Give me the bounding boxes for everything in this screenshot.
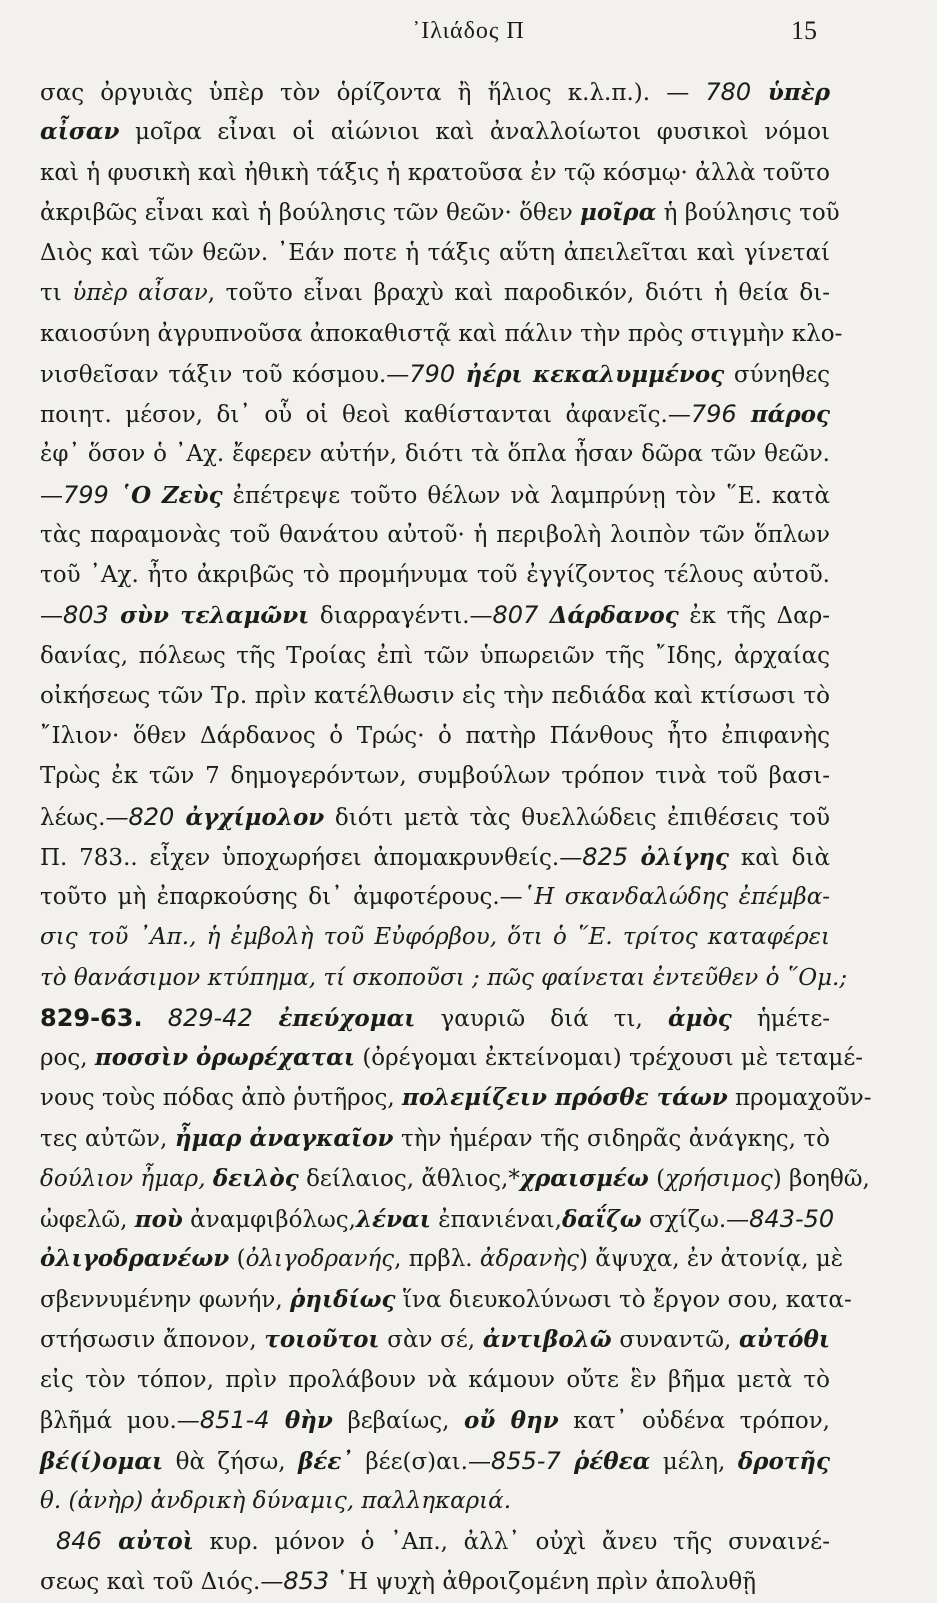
lemma: σὺν τελαμῶνι [108,602,310,630]
italic-text: θ. (ἀνὴρ) ἀνδρικὴ δύναμις, παλληκαριά. [40,1487,512,1514]
lemma: Δάρδανος [538,602,679,630]
text-run: τοῦτο μὴ ἐπαρκούσης δι᾽ ἀμφοτέρους.— [40,884,523,910]
text-run: ἡ βούλησις τοῦ [656,199,840,226]
text-line [40,877,830,917]
text-run: βλῆμά μου.— [40,1408,200,1435]
line-number: 790 [409,359,456,388]
text-run: σύνηθες [724,361,831,388]
text-line [40,354,830,394]
lemma: λέναι [355,1206,431,1233]
text-run: προμαχοῦν- [727,1085,872,1112]
text-line [40,756,830,796]
lemma: ὑπὲρ [751,79,831,106]
lemma: δροτῆς [737,1447,831,1475]
text-line [40,1038,864,1078]
lemma: αἶσαν [40,118,120,146]
text-line [40,153,830,193]
text-run: — [40,482,63,509]
lemma: ῥηιδίως [290,1285,396,1313]
text-line [40,394,830,434]
lemma: αὐτοὶ [101,1528,194,1555]
text-run: σχίζω.— [641,1207,750,1233]
text-run: Π. 783.. εἶχεν ὑποχωρήσει ἀπομακρυνθείς.— [40,844,583,871]
text-line [40,958,848,998]
text-run: κατ᾽ οὐδένα τρόπον, [558,1408,830,1435]
commentary-text [40,72,872,1602]
text-run: ἐπέτρεψε τοῦτο θέλων νὰ λαμπρύνῃ τὸν ῞Ε. κατὰ [222,482,830,509]
line-number: 825 [582,842,629,871]
text-line [40,1320,830,1360]
text-run: ( [648,1165,666,1192]
text-run: στήσωσιν ἄπονον, [40,1326,265,1353]
lemma: ῥέθεα [560,1447,651,1475]
text-run: καιοσύνη ἀγρυπνοῦσα ἀποκαθιστᾷ καὶ πάλιν τὴν πρὸς στιγμὴν κλο- [40,320,843,347]
text-line [40,193,840,233]
section-range: 829-63. [40,1003,143,1032]
lemma: μοῖρα [579,198,657,226]
italic-text: χρήσιμος [665,1165,773,1192]
lemma: τοιοῦτοι [264,1325,380,1353]
text-run: ῎Ιλιον· ὅθεν Δάρδανος ὁ Τρώς· ὁ πατὴρ Πάνθους ἦτο ἐπιφανὴς [40,723,830,749]
text-line [40,797,830,837]
lemma: βέε᾽ [298,1447,353,1475]
text-run [143,1006,168,1032]
text-line [40,998,830,1038]
line-number: 829-42 [167,1003,253,1032]
italic-text: σις τοῦ ᾽Απ., ἡ ἐμβολὴ τοῦ Εὐφόρβου, ὅτι ὁ ῞Ε. τρίτος καταφέρει [40,924,830,951]
line-number: 799 [63,480,109,509]
text-run: μοῖρα εἶναι οἱ αἰώνιοι καὶ ἀναλλοίωτοι φυσικοὶ νόμοι [119,119,830,146]
line-number: 855-7 [491,1446,561,1475]
lemma: ἦμαρ ἀναγκαῖον [174,1124,394,1152]
text-run: , τοῦτο εἶναι βραχὺ καὶ παροδικόν, διότι ἡ θεία δι- [207,280,830,307]
text-line [40,1199,835,1239]
lemma: βέ(ί)ομαι [40,1447,164,1475]
text-line [40,1481,830,1521]
lemma: πάρος [736,401,830,428]
lemma: θὴν [269,1407,333,1435]
text-line [40,1521,830,1561]
text-run: ) βοηθῶ, [772,1165,870,1192]
italic-text: ἀδρανὴς [479,1246,579,1273]
lemma: ἠέρι κεκαλυμμένος [455,360,725,388]
text-run: ) ἄψυχα, ἐν ἀτονίᾳ, μὲ [579,1246,844,1273]
text-run: ἐκ τῆς Δαρ- [678,603,830,630]
text-run: τὴν ἡμέραν τῆς σιδηρᾶς ἀνάγκης, τὸ [393,1125,830,1152]
text-run: ἡμέτε- [731,1005,831,1032]
text-run: γαυριῶ διά τι, [415,1005,668,1032]
text-line [40,273,830,313]
text-run: σεως καὶ τοῦ Διός.— [40,1569,284,1596]
text-run: μέλη, [650,1448,738,1475]
text-run: , πρβλ. [394,1246,480,1273]
lemma: ὀλιγοδρανέων [40,1245,230,1273]
lemma: ὀλίγης [628,843,730,871]
lemma: ποὺ [134,1206,183,1233]
text-run: ἀναμφιβόλως, [182,1207,356,1233]
text-run: βέε(σ)αι.— [352,1448,491,1475]
line-number: 807 [492,601,539,630]
text-run: ( [229,1246,246,1273]
lemma: ἐπεύχομαι [252,1004,416,1032]
text-line [40,515,830,555]
italic-text: ὑπὲρ αἶσαν [72,280,208,307]
text-run: Διὸς καὶ τῶν θεῶν. ᾽Εάν ποτε ἡ τάξις αὕτη ἀπειλεῖται καὶ γίνεταί [40,240,830,266]
lemma: οὔ θην [464,1407,559,1435]
text-line [40,595,830,635]
text-run: σας ὀργυιὰς ὑπὲρ τὸν ὁρίζοντα ἢ ἥλιος κ.λ.π.). — [40,80,706,106]
italic-text: δούλιον ἦμαρ, [40,1165,213,1192]
text-line [40,1119,830,1159]
lemma: χραισμέω [519,1164,649,1192]
text-run: κυρ. μόνον ὁ ᾽Απ., ἀλλ᾽ οὐχὶ ἄνευ τῆς συναινέ- [193,1529,830,1555]
text-line [40,1078,872,1118]
text-line [40,1159,870,1199]
page-number: 15 [791,16,817,45]
text-run: τες αὐτῶν, [40,1125,175,1152]
text-run: δείλαιος, ἄθλιος,* [298,1165,520,1192]
line-number: 843-50 [749,1205,835,1233]
line-number: 780 [705,78,752,106]
lemma: ἀγχίμολον [174,803,325,831]
lemma: ποσσὶν ὀρωρέχαται [94,1044,356,1071]
text-line [40,676,830,716]
text-run: τι [40,280,73,307]
line-number: 851-4 [199,1406,270,1435]
text-run: ἐφ᾽ ὅσον ὁ ᾽Αχ. ἔφερεν αὐτήν, διότι τὰ ὅπλα ἦσαν δῶρα τῶν θεῶν. [40,441,830,468]
lemma: αὐτόθι [739,1325,830,1353]
lemma: ἀμὸς [667,1004,732,1032]
text-line [40,475,830,515]
text-run: καὶ διὰ [729,844,830,871]
text-run: διότι μετὰ τὰς θυελλώδεις ἐπιθέσεις τοῦ [324,804,831,831]
text-run: νους τοὺς πόδας ἀπὸ ῥυτῆρος, [40,1085,402,1112]
italic-text: τὸ θανάσιμον κτύπημα, τί σκοποῦσι ; πῶς φαίνεται ἐντεῦθεν ὁ ῞Ομ.; [40,964,848,991]
text-run: ρος, [40,1045,95,1071]
text-run: (ὀρέγομαι ἐκτείνομαι) τρέχουσι μὲ τεταμέ- [355,1045,864,1071]
text-line [40,112,830,152]
text-line [40,1360,830,1400]
text-run: ἐπανιέναι, [430,1207,562,1233]
text-line [40,1280,852,1320]
text-run: ῾Η ψυχὴ ἀθροιζομένη πρὶν ἀπολυθῇ [329,1569,757,1596]
lemma: ῾Ο Ζεὺς [108,481,223,509]
text-run: ποιητ. μέσον, δι᾽ οὗ οἱ θεοὶ καθίστανται ἀφανεῖς.— [40,402,691,428]
line-number: 796 [690,400,737,428]
text-run: ἀκριβῶς εἶναι καὶ ἡ βούλησις τῶν θεῶν· ὅθεν [40,199,580,226]
line-number: 853 [283,1567,330,1596]
text-line [40,314,843,354]
italic-text: ὀλιγοδρανής [245,1246,395,1273]
text-line [40,1400,830,1440]
text-run: — [40,603,63,630]
text-run: καὶ ἡ φυσικὴ καὶ ἠθικὴ τάξις ἡ κρατοῦσα ἐν τῷ κόσμῳ· ἀλλὰ τοῦτο [40,159,830,186]
line-number: 846 [56,1527,102,1555]
lemma: δαΐζω [561,1206,642,1233]
lemma: ἀντιβολῶ [482,1325,612,1353]
text-run: διαρραγέντι.— [309,603,493,630]
lemma: δειλὸς [212,1164,299,1192]
text-run: τὰς παραμονὰς τοῦ θανάτου αὐτοῦ· ἡ περιβολὴ λοιπὸν τῶν ὅπλων [40,521,830,548]
line-number: 803 [63,601,109,630]
text-line [40,716,830,756]
text-run: δανίας, πόλεως τῆς Τροίας ἐπὶ τῶν ὑπωρειῶν τῆς ῎Ιδης, ἀρχαίας [40,642,830,669]
text-line [40,837,830,877]
text-line [40,917,830,957]
text-line [40,434,830,474]
text-line [40,636,830,676]
text-run: εἰς τὸν τόπον, πρὶν προλάβουν νὰ κάμουν οὔτε ἓν βῆμα μετὰ τὸ [40,1367,830,1393]
text-run: ὠφελῶ, [40,1207,135,1233]
line-number: 820 [128,802,175,831]
lemma: πολεμίζειν πρόσθε τάων [401,1084,728,1112]
running-title: ᾽Ιλιάδος Π [412,18,525,44]
text-run: ἵνα διευκολύνωσι τὸ ἔργον σου, κατα- [395,1286,852,1313]
text-line [40,1239,844,1279]
text-run: οἰκήσεως τῶν Τρ. πρὶν κατέλθωσιν εἰς τὴν πεδιάδα καὶ κτίσωσι τὸ [40,682,830,709]
text-run: βεβαίως, [332,1408,465,1435]
text-run: νισθεῖσαν τάξιν τοῦ κόσμου.— [40,361,410,388]
text-run: τοῦ ᾽Αχ. ἦτο ἀκριβῶς τὸ προμήνυμα τοῦ ἐγγίζοντος τέλους αὐτοῦ. [40,562,830,588]
text-line [40,72,830,112]
text-line [40,555,830,595]
italic-text: ῾Η σκανδαλώδης ἐπέμβα- [522,884,830,910]
text-line [40,1441,830,1481]
text-line [40,233,830,273]
text-run: θὰ ζήσω, [163,1448,299,1475]
text-line [40,1561,830,1601]
text-run: συναντῶ, [611,1326,740,1353]
text-run: σβεννυμένην φωνήν, [40,1286,291,1313]
text-run: Τρὼς ἐκ τῶν 7 δημογερόντων, συμβούλων τρόπον τινὰ τοῦ βασι- [40,763,830,790]
text-run: λέως.— [40,804,129,831]
text-run: σὰν σέ, [379,1326,483,1353]
